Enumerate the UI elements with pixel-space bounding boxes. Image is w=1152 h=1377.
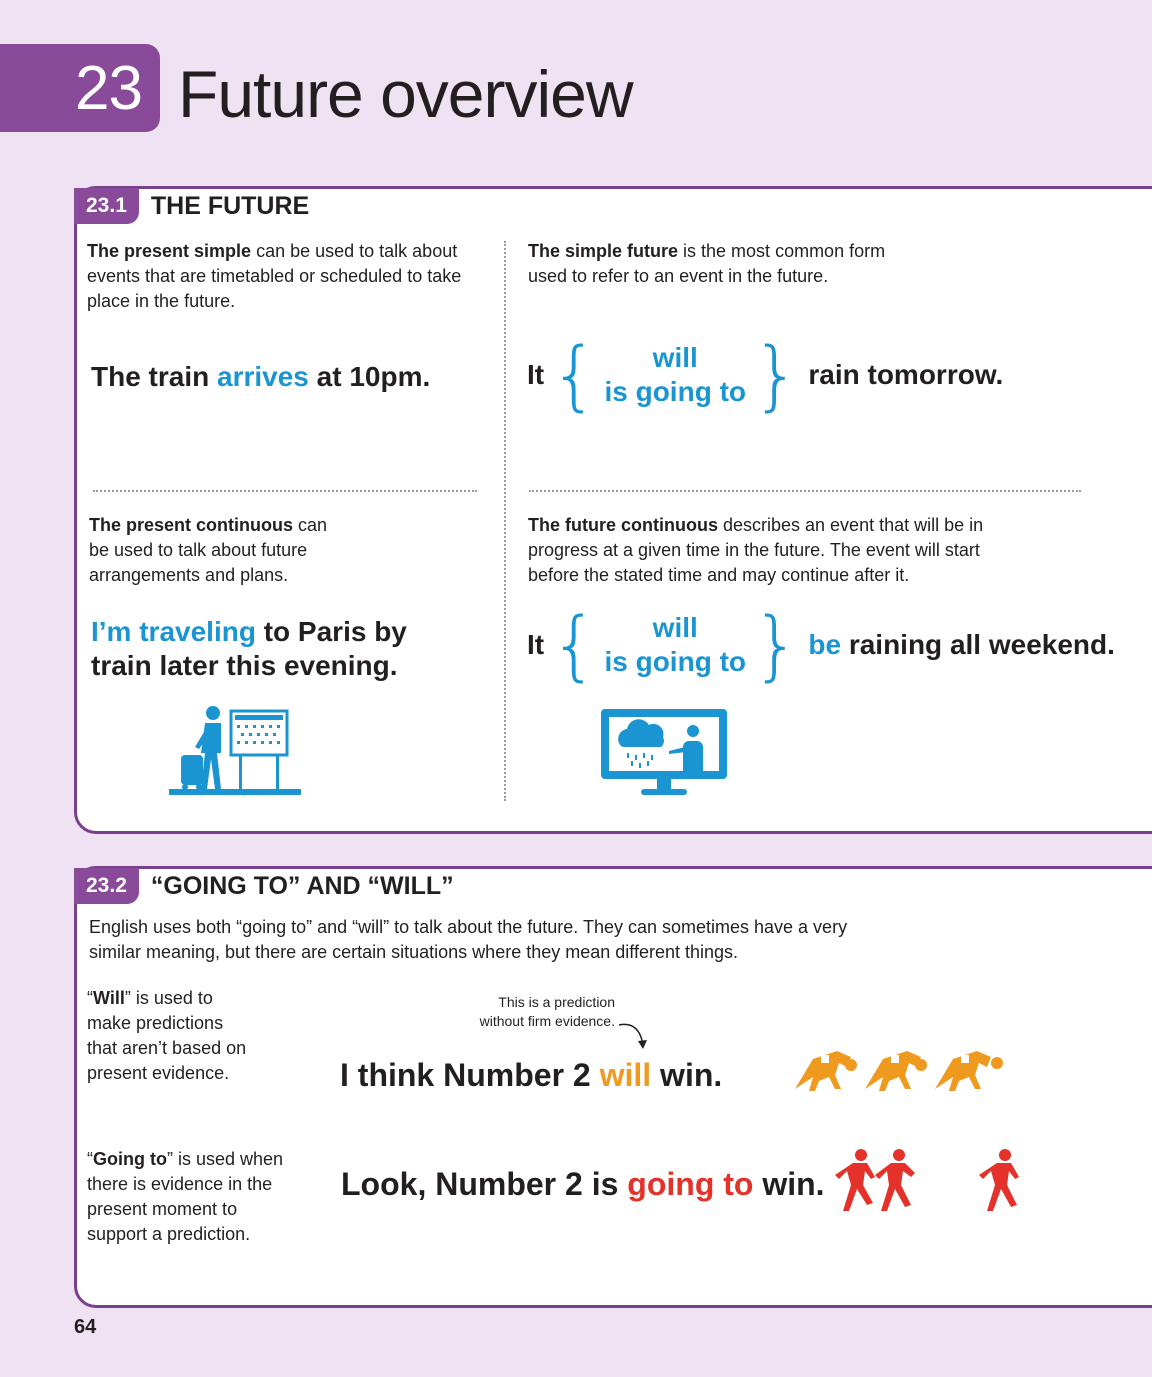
future-continuous-text [528, 513, 998, 588]
example-part: win. [651, 1057, 723, 1093]
example-part: win. [753, 1166, 825, 1202]
section-number: 23.1 [74, 188, 139, 224]
annotation-arrow-icon [617, 1019, 653, 1055]
definition: describes an event that will be in progress at a given time in the future. The event will start before the stated time and may continue after it. [528, 515, 984, 585]
verb-options [604, 611, 746, 679]
unit-number: 23 [0, 44, 160, 132]
quote: “ [87, 988, 93, 1008]
present-continuous-example [91, 615, 431, 683]
definition: ” is used when there is evidence in the present moment to support a prediction. [87, 1149, 284, 1244]
weather-forecast-tv-icon [597, 705, 731, 799]
simple-future-example [527, 330, 1004, 419]
term: The future continuous [528, 515, 718, 535]
open-brace: { [550, 600, 599, 689]
close-brace: } [752, 330, 801, 419]
example-part: to Paris by train later this evening. [91, 616, 407, 681]
page-number: 64 [74, 1316, 97, 1338]
option-will: will [652, 342, 698, 373]
section-header [74, 186, 309, 226]
horizontal-divider-left [93, 490, 477, 492]
going-to-rule-text [87, 1147, 297, 1247]
will-example [340, 1057, 722, 1094]
example-rest: raining all weekend. [841, 629, 1115, 660]
definition: ” is used to make predictions that aren’t based on present evidence. [87, 988, 247, 1083]
option-going-to: is going to [604, 376, 746, 407]
option-going-to: is going to [604, 646, 746, 677]
example-end: rain tomorrow. [808, 359, 1004, 390]
option-will: will [652, 612, 698, 643]
example-verb: will [599, 1057, 652, 1093]
example-subject: It [527, 629, 545, 660]
simple-future-text [528, 239, 928, 289]
example-verb: going to [627, 1166, 754, 1202]
section-header [74, 866, 454, 906]
definition: can be used to talk about future arrangements and plans. [89, 515, 328, 585]
section-title: THE FUTURE [150, 191, 310, 220]
going-to-example [341, 1166, 825, 1203]
future-continuous-example [527, 600, 1115, 689]
vertical-divider [504, 241, 506, 801]
will-annotation: This is a prediction without firm evidence. [479, 994, 615, 1029]
example-verb: I’m traveling [91, 616, 256, 647]
term: The present simple [87, 241, 252, 261]
example-part: The train [91, 361, 218, 392]
horizontal-divider-right [529, 490, 1081, 492]
will-rule-text [87, 986, 257, 1086]
section-intro: English uses both “going to” and “will” to talk about the future. They can sometimes have a very similar meaning, but there are certain situations where they mean different things. [89, 917, 848, 962]
station-departure-board-icon [167, 703, 303, 799]
example-end [808, 629, 1115, 661]
example-part: I think Number 2 [340, 1057, 600, 1093]
quote: “ [87, 1149, 93, 1169]
example-be: be [808, 629, 842, 660]
term: Going to [93, 1149, 167, 1169]
definition: is the most common form used to refer to an event in the future. [528, 241, 886, 286]
term: The simple future [528, 241, 679, 261]
term: The present continuous [89, 515, 294, 535]
runners-at-start-icon [791, 1045, 1011, 1097]
verb-options [604, 341, 746, 409]
page-title: Future overview [178, 57, 633, 131]
open-brace: { [550, 330, 599, 419]
present-continuous-text [89, 513, 349, 588]
present-simple-example [91, 361, 430, 393]
example-part: Look, Number 2 is [341, 1166, 628, 1202]
section-going-to-and-will [74, 866, 1152, 1308]
section-number: 23.2 [74, 868, 139, 904]
close-brace: } [752, 600, 801, 689]
definition: can be used to talk about events that are timetabled or scheduled to take place in the future. [87, 241, 462, 311]
present-simple-text [87, 239, 477, 314]
runners-racing-icon [833, 1147, 1033, 1219]
example-subject: It [527, 359, 545, 390]
section-title: “GOING TO” AND “WILL” [150, 871, 454, 900]
example-part: at 10pm. [308, 361, 431, 392]
term: Will [93, 988, 125, 1008]
section-the-future [74, 186, 1152, 834]
example-verb: arrives [217, 361, 309, 392]
